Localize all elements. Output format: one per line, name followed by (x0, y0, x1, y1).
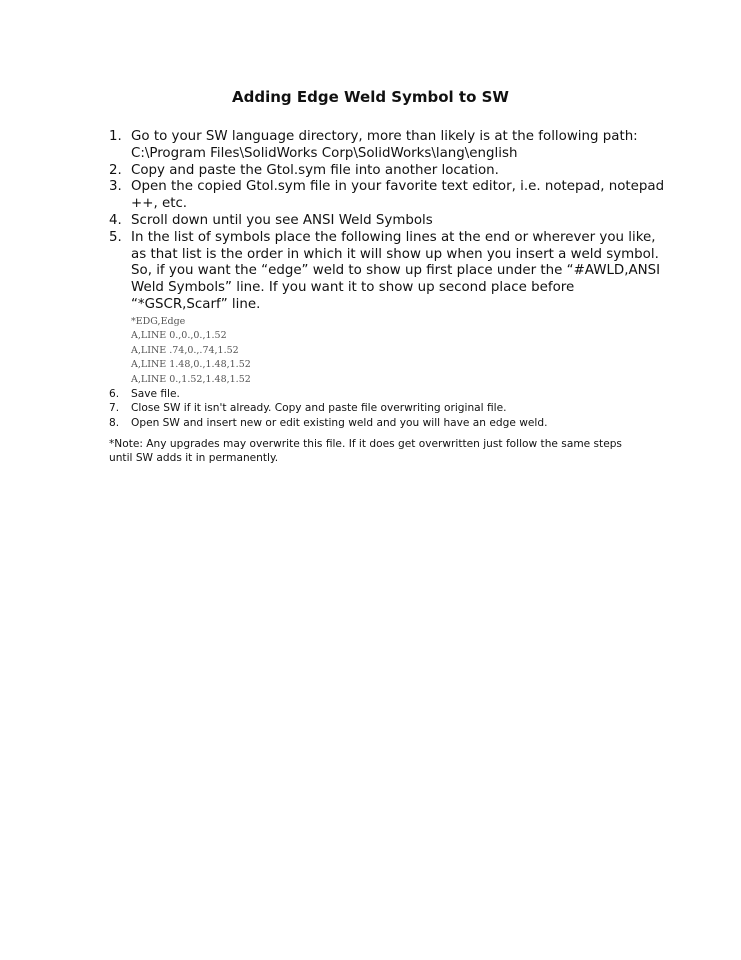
footnote (109, 437, 654, 465)
step-text-line: In the list of symbols place the following lines at the end or wherever you like, (131, 229, 656, 245)
step-text-line: Copy and paste the Gtol.sym file into another location. (131, 162, 499, 178)
code-line: A,LINE 0.,0.,0.,1.52 (131, 330, 227, 342)
step-number: 7. (109, 402, 120, 415)
step-number: 8. (109, 416, 120, 429)
step-text-line: C:\Program Files\SolidWorks Corp\SolidWorks\lang\english (131, 145, 518, 161)
step-text-line: Scroll down until you see ANSI Weld Symbols (131, 212, 433, 228)
step-number: 4. (109, 212, 122, 228)
step-text-line: Close SW if it isn't already. Copy and paste file overwriting original file. (131, 402, 507, 415)
step-number: 6. (109, 388, 120, 401)
step-number: 2. (109, 162, 122, 178)
step-7 (109, 401, 669, 415)
step-text-line: Weld Symbols” line. If you want it to show up second place before (131, 280, 575, 296)
step-2 (109, 163, 669, 180)
step-6 (109, 387, 669, 401)
code-line: A,LINE 0.,1.52,1.48,1.52 (131, 373, 251, 385)
step-text-line: “*GSCR,Scarf” line. (131, 296, 261, 312)
step-text-line: Go to your SW language directory, more than likely is at the following path: (131, 129, 638, 144)
step-5 (109, 230, 669, 314)
step-number: 5. (109, 229, 122, 245)
document-title: Adding Edge Weld Symbol to SW (232, 88, 509, 106)
step-8 (109, 416, 669, 430)
code-line: A,LINE .74,0.,.74,1.52 (131, 344, 239, 356)
footnote-line: *Note: Any upgrades may overwrite this file. If it does get overwritten just follow the same steps (109, 438, 622, 450)
code-block (109, 315, 669, 387)
step-text-line: So, if you want the “edge” weld to show up first place under the “#AWLD,ANSI (131, 263, 661, 279)
step-text-line: Save file. (131, 388, 180, 401)
step-text-line: ++, etc. (131, 196, 188, 212)
step-number: 3. (109, 179, 122, 195)
code-line: A,LINE 1.48,0.,1.48,1.52 (131, 359, 251, 371)
step-3 (109, 179, 669, 213)
step-text-line: Open SW and insert new or edit existing weld and you will have an edge weld. (131, 416, 548, 429)
step-4 (109, 213, 669, 230)
step-number: 1. (109, 129, 122, 144)
step-1 (109, 129, 669, 163)
code-line: *EDG,Edge (131, 315, 186, 327)
step-text-line: as that list is the order in which it will show up when you insert a weld symbol. (131, 246, 659, 262)
footnote-line: until SW adds it in permanently. (109, 452, 279, 465)
step-text-line: Open the copied Gtol.sym file in your favorite text editor, i.e. notepad, notepad (131, 179, 665, 195)
instruction-list (109, 129, 669, 430)
